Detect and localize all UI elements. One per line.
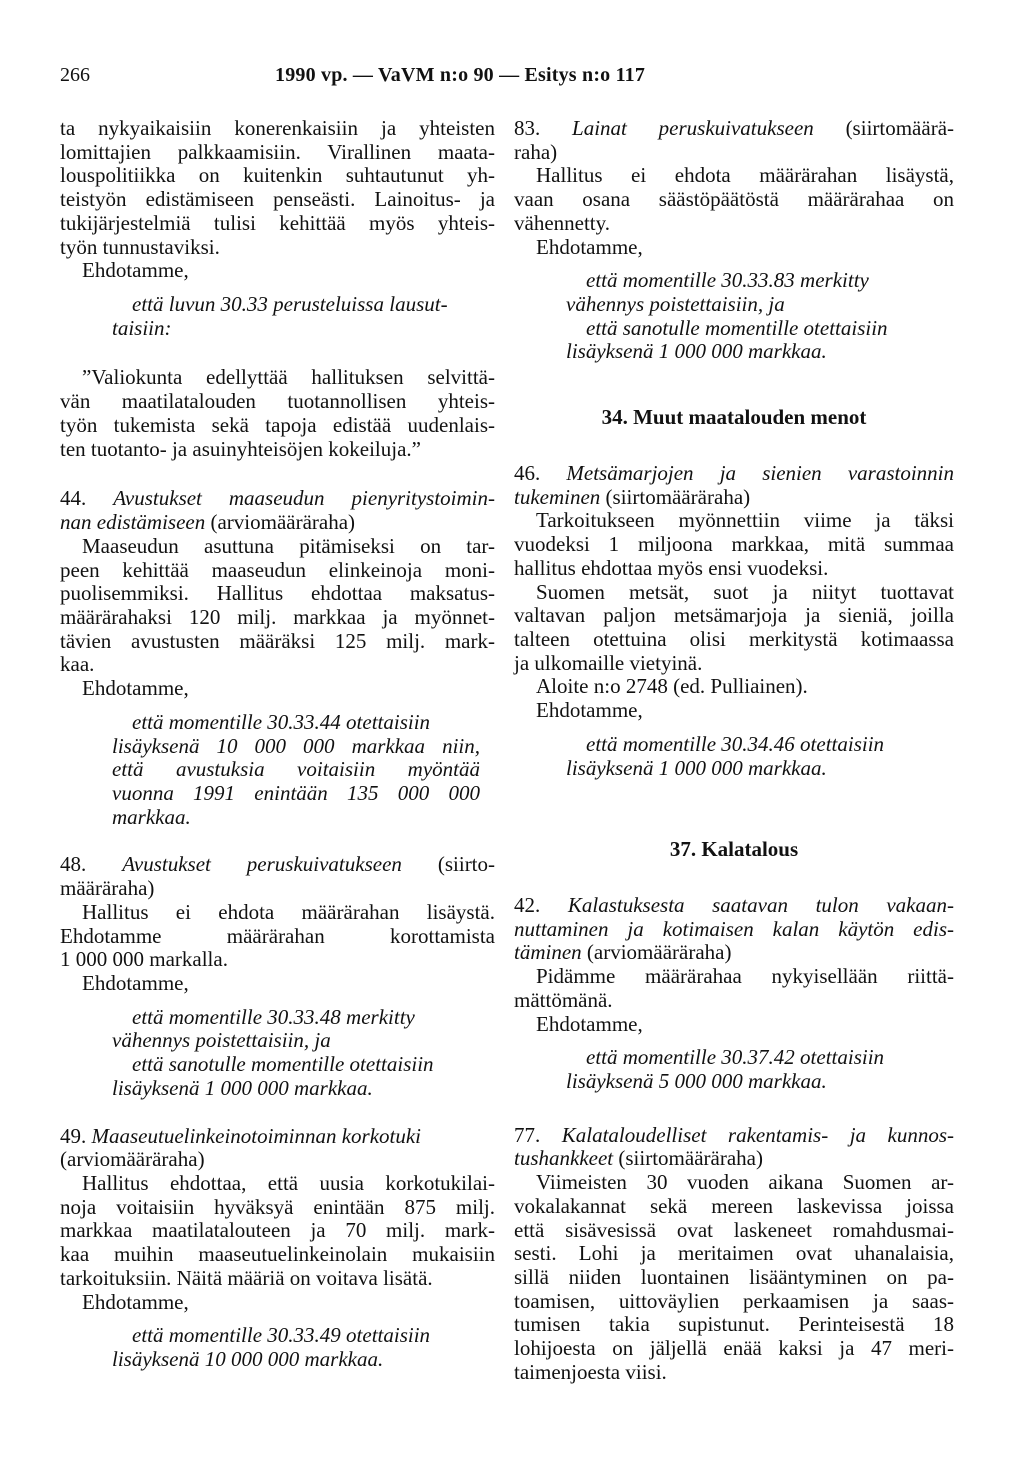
item-49 — [60, 1125, 495, 1372]
text-line: kaa muihin maaseutuelinkeinolain mukaisiin — [60, 1242, 495, 1267]
item-42 — [514, 894, 954, 1094]
item-type: raha) — [514, 139, 558, 164]
quote-line: vän maatilatalouden tuotannollisen yhteis- — [60, 389, 495, 414]
item-title: tukeminen — [514, 484, 601, 509]
text-line: tarkoituksiin. Näitä määriä on voitava lisätä. — [60, 1265, 433, 1290]
item-number: 48. — [60, 852, 87, 877]
text-line: Pidämme määrärahaa nykyisellään riittä- — [536, 964, 954, 989]
text-line: määrärahaksi 120 milj. markkaa ja myönnet- — [60, 604, 495, 629]
item-46 — [514, 462, 954, 780]
item-heading — [514, 462, 954, 486]
item-type: (siirtomäärä- — [845, 116, 955, 140]
proposal-line: markkaa. — [112, 804, 191, 829]
item-type: (arviomääräraha) — [210, 510, 356, 535]
item-number: 49. — [60, 1123, 87, 1148]
proposal — [514, 269, 954, 364]
item-number: 77. — [514, 1122, 541, 1147]
item-type: (arviomääräraha) — [60, 1147, 205, 1172]
item-number: 83. — [514, 116, 541, 140]
text-line: että sisävesissä ovat laskeneet romahdusmai- — [514, 1217, 954, 1242]
text-line: Maaseudun asuttuna pitämiseksi on tar- — [82, 533, 495, 558]
item-title: Maaseutuelinkeinotoiminnan korkotuki — [91, 1123, 422, 1148]
item-number: 44. — [60, 486, 87, 511]
text-line: sillä niiden luontainen lisääntyminen on pa- — [514, 1265, 954, 1290]
ehdotamme-label: Ehdotamme, — [82, 676, 189, 701]
text-line: Ehdotamme määrärahan korottamista — [60, 923, 495, 948]
item-number: 42. — [514, 892, 541, 917]
item-heading — [514, 894, 954, 918]
running-head: 1990 vp. — VaVM n:o 90 — Esitys n:o 117 — [275, 64, 646, 86]
quote-line: työn tukemista sekä tapoja edistää uudenlais- — [60, 412, 495, 437]
item-type: (siirtomääräraha) — [618, 1146, 763, 1171]
text-line: vuodeksi 1 miljoona markkaa, mitä summaa — [514, 532, 954, 557]
item-heading — [60, 511, 495, 535]
text-line: tumisen takia supistunut. Perinteisestä 18 — [514, 1312, 954, 1337]
text-line: valtavan paljon metsämarjoja ja sieniä, joilla — [514, 603, 954, 628]
text-line: tävien avustusten määräksi 125 milj. mark- — [60, 628, 495, 653]
text-line: teistyön edistämiseen penseästi. Lainoitus- ja — [60, 187, 495, 212]
item-heading — [60, 1125, 495, 1149]
ehdotamme-label: Ehdotamme, — [536, 698, 643, 723]
item-title: Metsämarjojen ja sienien varastoinnin — [566, 460, 954, 485]
item-heading — [514, 1147, 954, 1171]
text-line: kaa. — [60, 652, 95, 677]
text-line: louspolitiikka on kuitenkin suhtautunut yh- — [60, 163, 495, 188]
text-line: Hallitus ei ehdota määrärahan lisäystä. — [82, 899, 495, 924]
proposal-line: että sanotulle momentille otettaisiin — [586, 315, 888, 340]
item-44 — [60, 487, 495, 829]
proposal-line: että momentille 30.33.49 otettaisiin — [132, 1323, 431, 1348]
item-title: Kalataloudelliset rakentamis- ja kunnos- — [561, 1122, 955, 1147]
text-line: 1 000 000 markalla. — [60, 947, 228, 972]
quote-line: ten tuotanto- ja asuinyhteisöjen kokeiluja.” — [60, 436, 421, 461]
item-title: Avustukset peruskuivatukseen — [122, 852, 402, 877]
proposal — [514, 1046, 954, 1093]
item-48 — [60, 853, 495, 1100]
proposal-line: lisäyksenä 10 000 000 markkaa. — [112, 1347, 384, 1372]
proposal-line: lisäyksenä 1 000 000 markkaa. — [566, 339, 827, 364]
ehdotamme-label: Ehdotamme, — [536, 1011, 643, 1036]
proposal-line: että sanotulle momentille otettaisiin — [132, 1052, 434, 1077]
proposal-line: taisiin: — [112, 315, 172, 340]
proposal-line: lisäyksenä 10 000 000 markkaa niin, — [112, 733, 480, 758]
text-line: työn tunnustaviksi. — [60, 234, 220, 259]
proposal — [60, 1006, 495, 1101]
item-type: määräraha) — [60, 876, 155, 901]
page-header — [60, 64, 960, 94]
proposal-line: vähennys poistettaisiin, ja — [112, 1028, 331, 1053]
proposal-line: lisäyksenä 5 000 000 markkaa. — [566, 1069, 827, 1093]
text-line: noja voitaisiin hyväksyä enintään 875 milj. — [60, 1194, 495, 1219]
item-title: nuttaminen ja kotimaisen kalan käytön edis- — [514, 916, 954, 941]
proposal-line: vuonna 1991 enintään 135 000 000 — [112, 780, 480, 805]
text-line: Viimeisten 30 vuoden aikana Suomen ar- — [536, 1170, 954, 1195]
section-heading: 34. Muut maatalouden menot — [601, 405, 867, 430]
proposal-intro — [60, 293, 495, 340]
item-type: (siirtomääräraha) — [605, 484, 751, 509]
proposal-line: että luvun 30.33 perusteluissa lausut- — [132, 292, 448, 317]
proposal-line: että momentille 30.33.83 merkitty — [586, 268, 869, 293]
item-title: Avustukset maaseudun pienyritystoimin- — [113, 486, 496, 511]
text-line: vähennetty. — [514, 210, 611, 235]
proposal-line: että momentille 30.37.42 otettaisiin — [586, 1045, 885, 1070]
proposal-line: että momentille 30.34.46 otettaisiin — [586, 731, 885, 756]
text-line: peen kehittää maaseudun elinkeinoja moni- — [60, 557, 495, 582]
ehdotamme-label: Ehdotamme, — [82, 971, 189, 995]
text-line: hallitus ehdottaa myös ensi vuodeksi. — [514, 555, 829, 580]
text-line: lohijoesta on jäljellä enää kaksi ja 47 meri- — [514, 1336, 954, 1361]
item-title: tushankkeet — [514, 1146, 614, 1171]
text-line: vokalakannat sekä mereen laskevissa joissa — [514, 1193, 954, 1218]
text-line: Hallitus ehdottaa, että uusia korkotukilai- — [82, 1171, 495, 1196]
text-line: markkaa maatilatalouteen ja 70 milj. mark- — [60, 1218, 495, 1243]
proposal — [60, 711, 480, 830]
section-heading: 37. Kalatalous — [669, 837, 799, 862]
text-line: ta nykyaikaisiin konerenkaisiin ja yhteisten — [60, 116, 495, 140]
text-line: Tarkoitukseen myönnettiin viime ja täksi — [536, 508, 954, 533]
intro-paragraph — [60, 117, 495, 259]
item-heading — [60, 853, 495, 877]
text-line: mättömänä. — [514, 987, 613, 1012]
quote-line: ”Valiokunta edellyttää hallituksen selvittä- — [82, 365, 495, 390]
text-line: taimenjoesta viisi. — [514, 1359, 667, 1384]
proposal-line: vähennys poistettaisiin, ja — [566, 292, 785, 317]
text-line: Suomen metsät, suot ja niityt tuottavat — [536, 579, 954, 604]
quote-paragraph — [60, 366, 495, 461]
text-line: talteen otettuina olisi merkitystä kotimaassa — [514, 626, 954, 651]
initiative-reference: Aloite n:o 2748 (ed. Pulliainen). — [536, 674, 808, 699]
item-heading — [514, 486, 954, 510]
item-type: (arviomääräraha) — [586, 940, 732, 965]
item-83 — [514, 117, 954, 364]
text-line: vaan osana säästöpäätöstä määrärahaa on — [514, 187, 954, 212]
text-line: ja ulkomaille vietyinä. — [514, 650, 703, 675]
item-number: 46. — [514, 460, 541, 485]
text-line: lomittajien palkkaamisiin. Virallinen maata- — [60, 139, 495, 164]
item-heading — [514, 1124, 954, 1148]
ehdotamme-label: Ehdotamme, — [82, 1289, 189, 1314]
ehdotamme-label: Ehdotamme, — [536, 234, 643, 259]
text-line: puolisemmiksi. Hallitus ehdottaa maksatus- — [60, 581, 495, 606]
item-title: Lainat peruskuivatukseen — [572, 116, 814, 140]
item-heading — [514, 117, 954, 141]
text-line: Hallitus ei ehdota määrärahan lisäystä, — [536, 163, 954, 188]
text-line: tukijärjestelmiä tulisi kehittää myös yhteis- — [60, 210, 495, 235]
ehdotamme-label: Ehdotamme, — [82, 258, 189, 283]
item-heading — [514, 941, 954, 965]
proposal-line: lisäyksenä 1 000 000 markkaa. — [112, 1075, 373, 1100]
proposal — [514, 733, 954, 780]
item-title: täminen — [514, 940, 582, 965]
text-line: sesti. Lohi ja meritaimen ovat uhanalaisia, — [514, 1241, 954, 1266]
page-number: 266 — [60, 64, 90, 86]
item-type: (siirto- — [437, 852, 496, 877]
item-heading — [514, 918, 954, 942]
text-line: toamisen, uittoväylien perkaamisen ja saas- — [514, 1288, 954, 1313]
item-77 — [514, 1124, 954, 1385]
proposal-line: lisäyksenä 1 000 000 markkaa. — [566, 755, 827, 780]
proposal-line: että avustuksia voitaisiin myöntää — [112, 757, 480, 782]
item-title: Kalastuksesta saatavan tulon vakaan- — [567, 892, 954, 917]
right-column — [514, 117, 954, 1385]
item-title: nan edistämiseen — [60, 510, 206, 535]
proposal-line: että momentille 30.33.48 merkitty — [132, 1004, 415, 1029]
proposal — [60, 1324, 495, 1371]
item-heading — [60, 487, 495, 511]
left-column — [60, 117, 495, 1372]
proposal-line: että momentille 30.33.44 otettaisiin — [132, 709, 431, 734]
